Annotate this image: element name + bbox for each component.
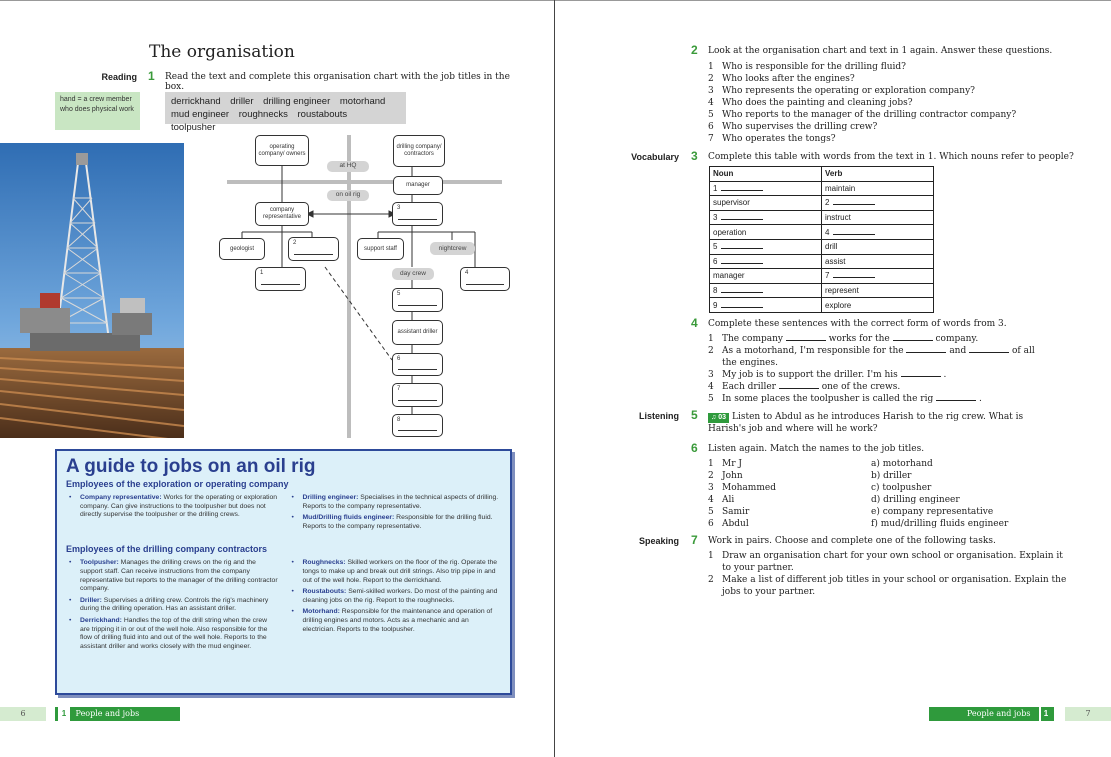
- guide-item: [66, 559, 279, 593]
- guide-item-term: Mud/Drilling fluids engineer:: [302, 514, 395, 522]
- guide-section-2-heading: Employees of the drilling company contractors: [66, 544, 268, 555]
- noun-cell: manager: [710, 269, 822, 284]
- ex6-job: e) company representative: [871, 507, 994, 517]
- table-row: [710, 269, 934, 284]
- ex6-job: b) driller: [871, 471, 912, 481]
- exercise-6-instruction: Listen again. Match the names to the job titles.: [708, 444, 925, 454]
- chart-nightcrew: nightcrew: [430, 242, 475, 255]
- noun-cell: supervisor: [710, 196, 822, 211]
- exercise-5-instruction: ♫ 03 Listen to Abdul as he introduces Harish to the rig crew. What is Harish's job and where will he work?: [708, 412, 1024, 434]
- ex6-job: d) drilling engineer: [871, 495, 960, 505]
- right-chapter-number: 1: [1039, 707, 1051, 721]
- ex6-job: f) mud/drilling fluids engineer: [871, 519, 1009, 529]
- ex2-question: 1 Who is responsible for the drilling fluid?: [708, 62, 907, 72]
- ex4-sentence-1: 1 The company works for the company.: [708, 334, 979, 344]
- guide-item: [289, 514, 502, 531]
- answer-blank[interactable]: [721, 248, 763, 249]
- guide-section-1-col-1: [66, 494, 279, 534]
- glossary-note: hand = a crew member who does physical work: [55, 92, 140, 130]
- word-drilling-engineer: drilling engineer: [263, 96, 331, 107]
- answer-blank[interactable]: [721, 190, 763, 191]
- guide-item: [289, 494, 502, 511]
- chart-manager: manager: [393, 176, 443, 195]
- guide-item-term: Roughnecks:: [302, 559, 346, 567]
- listening-label: Listening: [639, 411, 679, 421]
- vocabulary-table: [709, 166, 934, 313]
- ex4-sentence-3: 3 My job is to support the driller. I'm his .: [708, 370, 947, 380]
- chart-drilling-company: drilling company/ contractors: [393, 135, 445, 167]
- ex6-name: 5 Samir: [708, 507, 750, 517]
- guide-item-term: Drilling engineer:: [302, 494, 359, 501]
- page-title: The organisation: [149, 42, 295, 62]
- ex2-question: 5 Who reports to the manager of the drilling contractor company?: [708, 110, 1017, 120]
- verb-cell: 4: [822, 225, 934, 240]
- guide-item: [66, 494, 279, 520]
- guide-section-1: [66, 494, 501, 534]
- ex6-name: 4 Ali: [708, 495, 735, 505]
- exercise-7-number: 7: [691, 533, 698, 547]
- guide-item-term: Roustabouts:: [302, 588, 347, 596]
- guide-item-text: Specialises in the technical aspects of drilling. Reports to the company representative.: [302, 494, 499, 510]
- ex6-name: 2 John: [708, 471, 743, 481]
- ex6-job: a) motorhand: [871, 459, 933, 469]
- right-chapter-title: People and jobs: [966, 709, 1031, 718]
- verb-cell: represent: [822, 283, 934, 298]
- noun-cell: 8: [710, 283, 822, 298]
- exercise-2-questions: [708, 61, 1088, 145]
- answer-blank[interactable]: [833, 204, 875, 205]
- exercise-2-instruction: Look at the organisation chart and text in 1 again. Answer these questions.: [708, 46, 1053, 56]
- word-driller: driller: [230, 96, 254, 107]
- answer-blank[interactable]: [721, 307, 763, 308]
- guide-item: [289, 588, 502, 605]
- answer-blank[interactable]: [721, 263, 763, 264]
- ex7-task-2: 2 Make a list of different job titles in your school or organisation. Explain the: [708, 575, 1067, 585]
- guide-item-term: Driller:: [80, 596, 102, 604]
- noun-cell: operation: [710, 225, 822, 240]
- answer-blank[interactable]: [833, 277, 875, 278]
- guide-item-text: Skilled workers on the floor of the rig. Operate the tongs to make up and break out drill strings. Also trip pipe in and out of the well hole. Report to the derrickhand.: [302, 559, 498, 584]
- word-mud-engineer: mud engineer: [171, 109, 230, 120]
- table-row: [710, 225, 934, 240]
- guide-item-text: Responsible for the drilling fluid. Reports to the company representative.: [302, 514, 493, 530]
- reading-label: Reading: [101, 72, 137, 82]
- ex7-task-1: 1 Draw an organisation chart for your own school or organisation. Explain it: [708, 551, 1063, 561]
- table-row: [710, 283, 934, 298]
- table-row: [710, 181, 934, 196]
- exercise-3-number: 3: [691, 149, 698, 163]
- guide-title: A guide to jobs on an oil rig: [66, 456, 316, 477]
- chart-company-representative: company representative: [255, 202, 309, 226]
- speaking-label: Speaking: [638, 536, 679, 546]
- word-motorhand: motorhand: [339, 96, 386, 107]
- chart-on-oil-rig: on oil rig: [327, 190, 369, 201]
- exercise-4-sentences: [708, 333, 1088, 405]
- exercise-1-number: 1: [148, 69, 155, 83]
- ex6-name: 1 Mr J: [708, 459, 742, 469]
- oil-rig-photo: [0, 143, 184, 438]
- noun-cell: 9: [710, 298, 822, 313]
- chart-day-crew: day crew: [392, 268, 434, 280]
- ex2-question: 2 Who looks after the engines?: [708, 74, 855, 84]
- ex2-question: 7 Who operates the tongs?: [708, 134, 836, 144]
- vocabulary-label: Vocabulary: [631, 152, 679, 162]
- table-row: [710, 196, 934, 211]
- ex4-sentence-2: 2 As a motorhand, I'm responsible for the and of all: [708, 346, 1035, 356]
- exercise-4-instruction: Complete these sentences with the correct form of words from 3.: [708, 319, 1007, 329]
- verb-cell: 2: [822, 196, 934, 211]
- audio-track-badge[interactable]: ♫ 03: [708, 413, 729, 423]
- guide-item-term: Company representative:: [80, 494, 162, 501]
- exercise-1-instruction: Read the text and complete this organisation chart with the job titles in the box.: [165, 72, 510, 92]
- guide-section-1-heading: Employees of the exploration or operating company: [66, 479, 289, 489]
- table-row: [710, 254, 934, 269]
- answer-blank[interactable]: [906, 352, 946, 353]
- word-roustabouts: roustabouts: [297, 109, 348, 120]
- answer-blank[interactable]: [779, 388, 819, 389]
- exercise-3-instruction: Complete this table with words from the text in 1. Which nouns refer to people?: [708, 152, 1074, 162]
- verb-cell: explore: [822, 298, 934, 313]
- page-border: [555, 0, 1111, 1]
- chart-geologist: geologist: [219, 238, 265, 260]
- answer-blank[interactable]: [936, 400, 976, 401]
- guide-section-2: [66, 559, 501, 654]
- guide-section-1-col-2: [289, 494, 502, 534]
- guide-item-term: Toolpusher:: [80, 559, 119, 567]
- chart-blank-1: 1: [255, 267, 306, 291]
- left-chapter-bar: [55, 707, 180, 721]
- exercise-6-number: 6: [691, 441, 698, 455]
- guide-item: [289, 608, 502, 634]
- exercise-7-tasks: 1 Draw an organisation chart for your own school or organisation. Explain it to your partner. 2 Make a list of different job titles in your school or organisation. Explain the jobs to your partner.: [708, 550, 1103, 598]
- exercise-6-names: [708, 458, 868, 530]
- table-row: [710, 298, 934, 313]
- ex2-question: 3 Who represents the operating or exploration company?: [708, 86, 975, 96]
- word-toolpusher: toolpusher: [171, 122, 216, 133]
- guide-item-text: Semi-skilled workers. Do most of the painting and cleaning jobs on the rig. Report to the roughnecks.: [302, 588, 498, 604]
- chart-at-hq: at HQ: [327, 161, 369, 172]
- noun-cell: 6: [710, 254, 822, 269]
- guide-item: [66, 617, 279, 651]
- ex4-sentence-5: 5 In some places the toolpusher is called the rig .: [708, 394, 982, 404]
- noun-cell: 1: [710, 181, 822, 196]
- ex2-question: 6 Who supervises the drilling crew?: [708, 122, 878, 132]
- left-chapter-number: 1: [58, 707, 70, 721]
- word-roughnecks: roughnecks: [238, 109, 288, 120]
- guide-item-text: Responsible for the maintenance and operation of drilling engines and motors. Acts as a mechanic and an electrician. Reports to the toolpusher.: [302, 608, 493, 633]
- answer-blank[interactable]: [721, 219, 763, 220]
- word-derrickhand: derrickhand: [171, 96, 221, 107]
- answer-blank[interactable]: [721, 292, 763, 293]
- guide-box: [55, 449, 512, 695]
- exercise-2-number: 2: [691, 43, 698, 57]
- chart-blank-3: 3: [392, 202, 443, 226]
- chart-assistant-driller: assistant driller: [392, 320, 443, 345]
- verb-cell: instruct: [822, 210, 934, 225]
- table-row: [710, 210, 934, 225]
- noun-cell: 5: [710, 239, 822, 254]
- table-header-row: [710, 167, 934, 182]
- table-row: [710, 239, 934, 254]
- right-page-number: 7: [1065, 707, 1111, 721]
- table-header-verb: Verb: [822, 167, 934, 182]
- exercise-5-number: 5: [691, 408, 698, 422]
- guide-item: [289, 559, 502, 585]
- answer-blank[interactable]: [833, 234, 875, 235]
- right-chapter-bar: [929, 707, 1054, 721]
- guide-section-2-col-2: [289, 559, 502, 654]
- chart-blank-4: 4: [460, 267, 510, 291]
- ex4-sentence-4: 4 Each driller one of the crews.: [708, 382, 901, 392]
- ex6-job: c) toolpusher: [871, 483, 932, 493]
- chart-operating-company: operating company/ owners: [255, 135, 309, 166]
- answer-blank[interactable]: [901, 376, 941, 377]
- page-border: [0, 0, 554, 1]
- guide-item-text: Works for the operating or exploration company. Can give instructions to the toolpusher but does not directly supervise the toolpusher or the drilling crews.: [80, 494, 278, 519]
- guide-item: [66, 597, 279, 614]
- organisation-chart: [215, 130, 520, 445]
- word-box: [165, 92, 406, 133]
- chart-support-staff: support staff: [357, 238, 404, 260]
- noun-cell: 3: [710, 210, 822, 225]
- ex6-name: 3 Mohammed: [708, 483, 776, 493]
- chart-blank-2: 2: [288, 237, 339, 261]
- chart-blank-6: 6: [392, 353, 443, 376]
- left-page: [0, 0, 555, 757]
- left-chapter-title: People and jobs: [75, 709, 140, 718]
- guide-item-text: Supervises a drilling crew. Controls the rig's machinery during the drilling operation. Has an assistant driller.: [80, 596, 269, 613]
- exercise-7-instruction: Work in pairs. Choose and complete one of the following tasks.: [708, 536, 996, 546]
- exercise-6-jobs: [871, 458, 1071, 530]
- table-header-noun: Noun: [710, 167, 822, 182]
- exercise-4-number: 4: [691, 316, 698, 330]
- ex2-question: 4 Who does the painting and cleaning jobs?: [708, 98, 913, 108]
- guide-item-text: Manages the drilling crews on the rig and the support staff. Can receive instructions from the company representative but reports to the manager of the drilling contractor company.: [80, 559, 278, 593]
- left-page-number: 6: [0, 707, 46, 721]
- right-page: [555, 0, 1111, 757]
- guide-section-2-col-1: [66, 559, 279, 654]
- verb-cell: assist: [822, 254, 934, 269]
- ex4-sentence-2-cont: the engines.: [722, 358, 778, 368]
- chart-blank-7: 7: [392, 383, 443, 407]
- guide-item-term: Derrickhand:: [80, 616, 122, 624]
- chart-blank-8: 8: [392, 414, 443, 437]
- verb-cell: 7: [822, 269, 934, 284]
- verb-cell: drill: [822, 239, 934, 254]
- guide-item-term: Motorhand:: [302, 608, 340, 616]
- answer-blank[interactable]: [893, 340, 933, 341]
- ex6-name: 6 Abdul: [708, 519, 749, 529]
- chart-blank-5: 5: [392, 288, 443, 312]
- verb-cell: maintain: [822, 181, 934, 196]
- guide-item-text: Handles the top of the drill string when the crew are tripping it in or out of the well hole. Also responsible for the flow of drilling fluid into and out of the well hole. Reports to the assistant driller and works closely with the mud engineer.: [80, 616, 268, 650]
- answer-blank[interactable]: [786, 340, 826, 341]
- answer-blank[interactable]: [969, 352, 1009, 353]
